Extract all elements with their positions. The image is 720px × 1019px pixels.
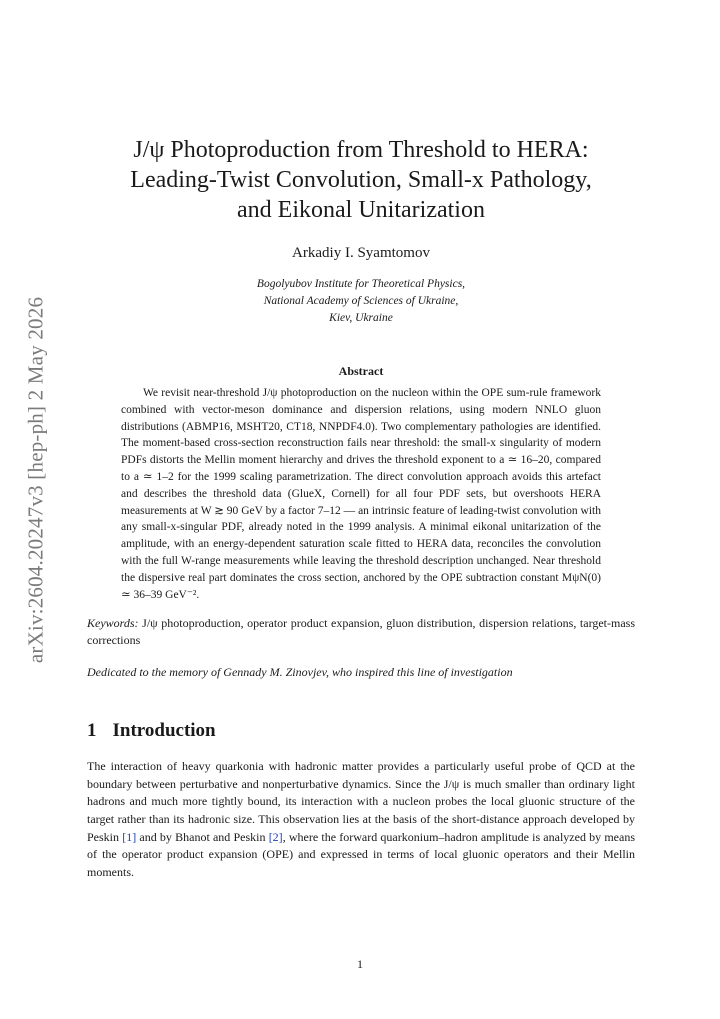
- section-number: 1: [87, 720, 97, 742]
- keywords-label: Keywords:: [87, 616, 139, 631]
- dedication: Dedicated to the memory of Gennady M. Zinovjev, who inspired this line of investigation: [87, 665, 513, 680]
- affiliation-line-1: Bogolyubov Institute for Theoretical Physics,: [256, 278, 466, 290]
- page-number: 1: [357, 957, 363, 971]
- arxiv-identifier: arXiv:2604.20247v3 [hep-ph] 2 May 2026: [23, 296, 48, 664]
- intro-text-part-3: , where the forward quarkonium–hadron amplitude is analyzed by means of the operator product expansion (OPE) and expressed in terms of local gluonic operators and their Mellin moments.: [87, 829, 635, 879]
- affiliation: [87, 276, 635, 327]
- affiliation-line-2: National Academy of Sciences of Ukraine,: [263, 295, 459, 307]
- paper-title: [87, 135, 635, 225]
- title-line-3: and Eikonal Unitarization: [237, 197, 485, 223]
- intro-text-part-2: and by Bhanot and Peskin: [136, 829, 269, 844]
- title-line-1: J/ψ Photoproduction from Threshold to HERA:: [133, 137, 589, 163]
- abstract-text: We revisit near-threshold J/ψ photoproduction on the nucleon within the OPE sum-rule framework combined with vector-meson dominance and dispersion relations, using modern NNLO gluon distributions (ABMP16, MSHT20, CT18, NNPDF4.0). Two complementary pathologies are identified. The moment-based cross-section reconstruction fails near threshold: the small-x singularity of modern PDFs distorts the Mellin moment hierarchy and drives the threshold exponent to a ≃ 16–20, compared to a ≃ 1–2 for the 1999 scaling parametrization. The direct convolution approach avoids this artefact and describes the threshold data (GlueX, Cornell) for all four PDF sets, but overshoots HERA measurements at W ≳ 90 GeV by a factor 7–12 — an intrinsic feature of leading-twist convolution with any small-x-singular PDF, already noted in the 1999 analysis. A minimal eikonal unitarization of the amplitude, with an energy-dependent saturation scale fitted to HERA data, reconciles the convolution with the full W-range measurements while leaving the threshold description unchanged. Near threshold the dispersive real part dominates the cross section, anchored by the OPE subtraction constant MψN(0) ≃ 36–39 GeV⁻².: [121, 387, 601, 601]
- citation-link-2[interactable]: [2]: [268, 829, 283, 844]
- paper-page: [87, 0, 635, 893]
- title-line-2: Leading-Twist Convolution, Small-x Pathology,: [130, 167, 592, 193]
- intro-paragraph: [87, 758, 635, 881]
- section-heading: [87, 720, 635, 742]
- keywords-text: J/ψ photoproduction, operator product expansion, gluon distribution, dispersion relations, target-mass corrections: [87, 616, 636, 648]
- author-name: Arkadiy I. Syamtomov: [292, 245, 430, 261]
- keywords: [87, 615, 635, 649]
- abstract-heading: Abstract: [338, 364, 384, 378]
- section-title: Introduction: [112, 720, 216, 742]
- intro-text-part-1: The interaction of heavy quarkonia with hadronic matter provides a particularly useful probe of QCD at the boundary between perturbative and nonperturbative dynamics. Since the J/ψ is much smaller than ordinary light hadrons and much more tightly bound, its interaction with a nucleon probes the local gluonic structure of the target rather than its hadronic size. This observation lies at the basis of the short-distance approach developed by Peskin: [87, 759, 635, 844]
- affiliation-line-3: Kiev, Ukraine: [329, 312, 393, 324]
- citation-link-1[interactable]: [1]: [122, 829, 137, 844]
